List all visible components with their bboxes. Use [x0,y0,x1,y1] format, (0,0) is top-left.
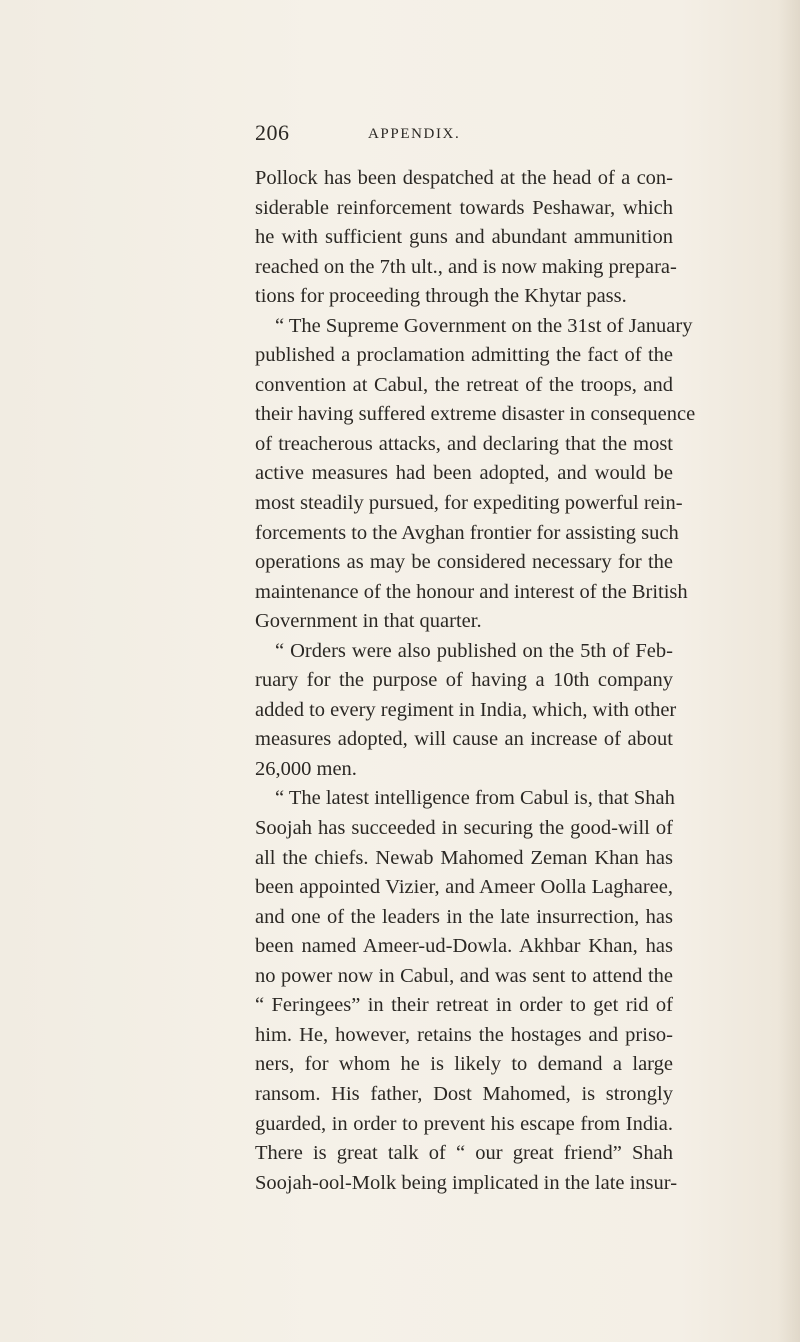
text-line: published a proclamation admitting the fact of the [255,344,673,367]
text-line: no power now in Cabul, and was sent to attend the [255,964,673,987]
text-line: been appointed Vizier, and Ameer Oolla Lagharee, [255,876,673,899]
text-line: he with sufficient guns and abundant ammunition [255,226,673,249]
text-line: of treacherous attacks, and declaring that the most [255,432,673,455]
text-line: their having suffered extreme disaster in consequence [255,403,696,426]
text-line: most steadily pursued, for expediting powerful rein- [255,492,683,515]
text-line: tions for proceeding through the Khytar pass. [255,285,627,308]
text-line: measures adopted, will cause an increase of about [255,728,673,751]
text-line: 26,000 men. [255,757,357,780]
running-head: APPENDIX. [368,126,461,142]
text-line: maintenance of the honour and interest of the British [255,580,688,603]
text-line: and one of the leaders in the late insurrection, has [255,905,673,928]
text-line: reached on the 7th ult., and is now making prepara- [255,255,677,278]
text-line: Soojah has succeeded in securing the good-will of [255,817,673,840]
text-line: Soojah-ool-Molk being implicated in the late insur- [255,1171,678,1194]
text-line: “ The Supreme Government on the 31st of January [275,314,693,337]
text-line: “ The latest intelligence from Cabul is, that Shah [275,787,675,810]
body-text [255,164,696,1198]
text-line: ransom. His father, Dost Mahomed, is strongly [255,1082,673,1105]
text-line: convention at Cabul, the retreat of the troops, and [255,373,673,396]
page-number: 206 [255,120,290,145]
text-line: forcements to the Avghan frontier for assisting such [255,521,679,544]
text-line: active measures had been adopted, and would be [255,462,673,485]
text-line: ruary for the purpose of having a 10th company [255,669,673,692]
page-edge-shadow [778,0,800,1342]
text-line: all the chiefs. Newab Mahomed Zeman Khan has [255,846,673,869]
text-line: guarded, in order to prevent his escape from India. [255,1112,673,1135]
page-header [255,118,675,148]
text-line: him. He, however, retains the hostages and priso- [255,1023,673,1046]
text-line: “ Feringees” in their retreat in order to get rid of [255,994,673,1017]
text-line: Pollock has been despatched at the head of a con- [255,167,673,189]
text-line: added to every regiment in India, which, with other [255,698,677,721]
text-line: There is great talk of “ our great friend” Shah [255,1142,673,1165]
text-line: ners, for whom he is likely to demand a large [255,1053,673,1076]
text-line: “ Orders were also published on the 5th of Feb- [275,639,673,662]
text-line: been named Ameer-ud-Dowla. Akhbar Khan, has [255,935,673,958]
text-line: operations as may be considered necessary for the [255,551,673,574]
text-line: siderable reinforcement towards Peshawar, which [255,196,673,219]
text-line: Government in that quarter. [255,610,482,633]
